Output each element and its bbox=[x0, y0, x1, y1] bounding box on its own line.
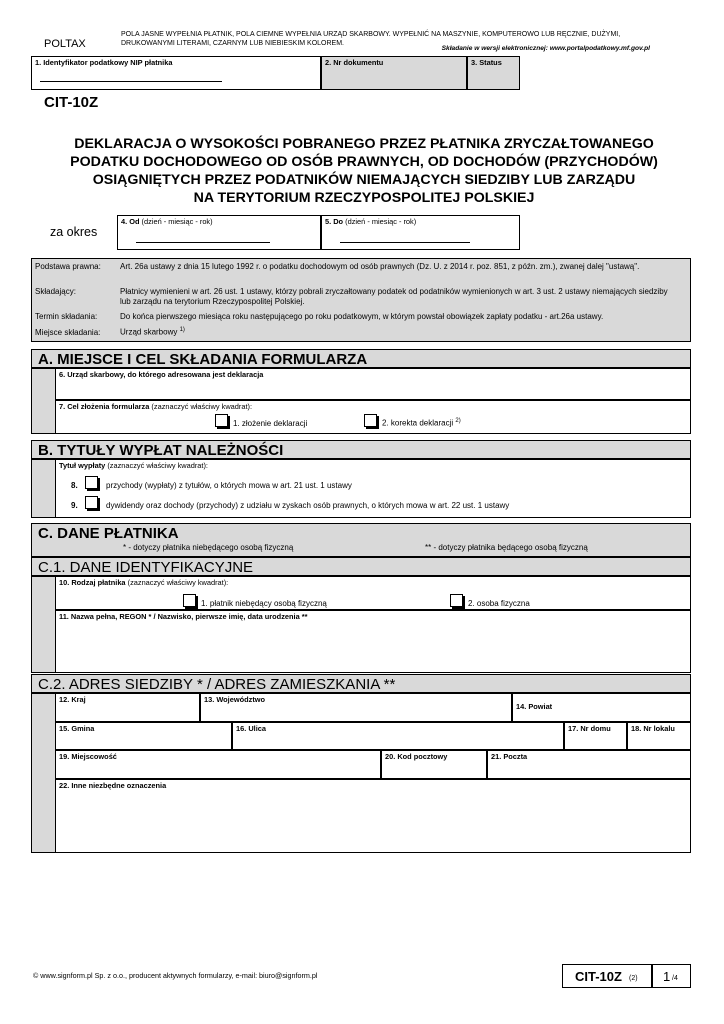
payer-name-field[interactable] bbox=[55, 610, 691, 673]
correction-option-label: 2. korekta deklaracji bbox=[382, 418, 454, 428]
place-text: Urząd skarbowy bbox=[120, 327, 178, 337]
brand-label: POLTAX bbox=[44, 38, 86, 50]
footer-form-code-box bbox=[562, 964, 652, 988]
natural-person-note-1: * - dotyczy płatnika niebędącego osobą fizyczną bbox=[123, 543, 294, 552]
footer-copyright: © www.signform.pl Sp. z o.o., producent aktywnych formularzy, e-mail: biuro@signform.pl bbox=[33, 971, 318, 980]
city-field[interactable] bbox=[55, 750, 381, 779]
item-9-label: dywidendy oraz dochody (przychody) z udziału w zyskach osób prawnych, o których mowa w art. 22 ust. 1 ustawy bbox=[106, 501, 510, 510]
title-line-2: PODATKU DOCHODOWEGO OD OSÓB PRAWNYCH, OD DOCHODÓW (PRZYCHODÓW) bbox=[70, 154, 658, 171]
natural-person-option-label: 2. osoba fizyczna bbox=[468, 599, 530, 608]
period-to-hint: (dzień - miesiąc - rok) bbox=[345, 217, 417, 226]
legal-basis-text: Art. 26a ustawy z dnia 15 lutego 1992 r. o podatku dochodowym od osób prawnych (Dz. U. z 2014 r. poz. 851, z późn. zm.), zwanej dalej "ustawą". bbox=[120, 262, 640, 271]
tax-office-field[interactable] bbox=[55, 368, 691, 400]
period-label: za okres bbox=[50, 225, 98, 239]
section-b-header: B. TYTUŁY WYPŁAT NALEŻNOŚCI bbox=[31, 440, 691, 459]
date-to-ticks bbox=[340, 238, 470, 243]
payer-type-label: 10. Rodzaj płatnika bbox=[59, 578, 126, 587]
other-designations-field[interactable] bbox=[55, 779, 691, 853]
item-8-number: 8. bbox=[71, 481, 78, 490]
date-from-ticks bbox=[136, 238, 270, 243]
title-line-3: OSIĄGNIĘTYCH PRZEZ PODATNIKÓW NIEMAJĄCYCH SIEDZIBY LUB ZARZĄDU bbox=[92, 172, 636, 189]
checkbox-legal-entity[interactable] bbox=[183, 594, 196, 607]
checkbox-correction[interactable] bbox=[364, 414, 377, 427]
period-to-field[interactable] bbox=[321, 215, 520, 250]
payer-type-hint: (zaznaczyć właściwy kwadrat): bbox=[127, 578, 229, 587]
postal-code-field[interactable] bbox=[381, 750, 487, 779]
nip-input-ticks bbox=[40, 77, 222, 82]
legal-basis-label: Podstawa prawna: bbox=[35, 262, 101, 271]
period-from-label: 4. Od bbox=[121, 217, 140, 226]
place-footnote: 1) bbox=[179, 327, 185, 333]
place-label: Miejsce składania: bbox=[35, 328, 101, 337]
form-code: CIT-10Z bbox=[44, 94, 99, 111]
submission-option-label: 1. złożenie deklaracji bbox=[233, 419, 308, 428]
title-line-1: DEKLARACJA O WYSOKOŚCI POBRANEGO PRZEZ PŁATNIKA ZRYCZAŁTOWANEGO bbox=[74, 136, 654, 152]
payment-type-label: Tytuł wypłaty bbox=[59, 461, 106, 470]
period-to-label: 5. Do bbox=[325, 217, 344, 226]
other-designations-label: 22. Inne niezbędne oznaczenia bbox=[59, 781, 167, 790]
deadline-label: Termin składania: bbox=[35, 312, 98, 321]
fill-instructions: POLA JASNE WYPEŁNIA PŁATNIK, POLA CIEMNE WYPEŁNIA URZĄD SKARBOWY. WYPEŁNIĆ NA MASZYNIE, KOMPUTEROWO LUB RĘCZNIE, DUŻYMI, DRUKOWANYMI LITERAMI, CZARNYM LUB NIEBIESKIM KOLOREM. bbox=[121, 31, 621, 48]
place-text-wrap bbox=[120, 327, 185, 337]
electronic-filing-note: Składanie w wersji elektronicznej: www.portalpodatkowy.mf.gov.pl bbox=[441, 45, 650, 52]
purpose-label: 7. Cel złożenia formularza bbox=[59, 402, 150, 411]
payer-name-label: 11. Nazwa pełna, REGON * / Nazwisko, pierwsze imię, data urodzenia ** bbox=[59, 612, 308, 621]
period-from-field[interactable] bbox=[117, 215, 321, 250]
purpose-hint: (zaznaczyć właściwy kwadrat): bbox=[151, 402, 253, 411]
country-label: 12. Kraj bbox=[59, 695, 86, 704]
footer-page-box bbox=[652, 964, 691, 988]
document-number-label: 2. Nr dokumentu bbox=[325, 58, 384, 67]
house-number-field[interactable] bbox=[564, 722, 627, 750]
correction-option bbox=[382, 418, 461, 428]
correction-footnote: 2) bbox=[455, 418, 461, 424]
footer-version: (2) bbox=[629, 975, 638, 982]
apartment-number-field[interactable] bbox=[627, 722, 691, 750]
tax-office-label: 6. Urząd skarbowy, do którego adresowana jest deklaracja bbox=[59, 370, 264, 379]
section-c-title: C. DANE PŁATNIKA bbox=[38, 525, 179, 542]
postal-code-label: 20. Kod pocztowy bbox=[385, 752, 448, 761]
county-field[interactable] bbox=[512, 693, 691, 722]
status-label: 3. Status bbox=[471, 58, 502, 67]
period-from-hint: (dzień - miesiąc - rok) bbox=[141, 217, 213, 226]
section-a-header: A. MIEJSCE I CEL SKŁADANIA FORMULARZA bbox=[31, 349, 691, 368]
county-label: 14. Powiat bbox=[516, 702, 553, 711]
nip-field[interactable] bbox=[31, 56, 321, 90]
payer-type-field bbox=[55, 576, 691, 610]
footer-form-code: CIT-10Z bbox=[575, 969, 622, 984]
natural-person-note-2: ** - dotyczy płatnika będącego osobą fizyczną bbox=[425, 543, 588, 552]
voivodeship-label: 13. Województwo bbox=[204, 695, 266, 704]
checkbox-item-8[interactable] bbox=[85, 476, 98, 489]
country-field[interactable] bbox=[55, 693, 200, 722]
municipality-field[interactable] bbox=[55, 722, 232, 750]
deadline-text: Do końca pierwszego miesiąca roku następującego po roku podatkowym, w którym powstał obowiązek zapłaty podatku - art.26a ustawy. bbox=[120, 312, 604, 321]
filer-text: Płatnicy wymienieni w art. 26 ust. 1 ustawy, którzy pobrali zryczałtowany podatek od podatników wymienionych w art. 3 ust. 2 ustawy niemających siedziby lub zarządu na terytorium Rzeczypospolitej Polskiej. bbox=[120, 287, 668, 306]
checkbox-natural-person[interactable] bbox=[450, 594, 463, 607]
payment-type-hint: (zaznaczyć właściwy kwadrat): bbox=[107, 461, 208, 470]
municipality-label: 15. Gmina bbox=[59, 724, 95, 733]
item-8-label: przychody (wypłaty) z tytułów, o których mowa w art. 21 ust. 1 ustawy bbox=[106, 481, 352, 490]
footer-page-number: 1 bbox=[663, 969, 671, 984]
footer-page-total: /4 bbox=[672, 975, 678, 982]
nip-label: 1. Identyfikator podatkowy NIP płatnika bbox=[35, 58, 173, 67]
checkbox-submission[interactable] bbox=[215, 414, 228, 427]
city-label: 19. Miejscowość bbox=[59, 752, 117, 761]
post-office-label: 21. Poczta bbox=[491, 752, 528, 761]
street-label: 16. Ulica bbox=[236, 724, 266, 733]
checkbox-item-9[interactable] bbox=[85, 496, 98, 509]
voivodeship-field[interactable] bbox=[200, 693, 512, 722]
legal-entity-option-label: 1. płatnik niebędący osobą fizyczną bbox=[201, 599, 327, 608]
apartment-number-label: 18. Nr lokalu bbox=[631, 724, 675, 733]
post-office-field[interactable] bbox=[487, 750, 691, 779]
document-title bbox=[40, 135, 688, 207]
status-field bbox=[467, 56, 520, 90]
street-field[interactable] bbox=[232, 722, 564, 750]
house-number-label: 17. Nr domu bbox=[568, 724, 611, 733]
item-9-number: 9. bbox=[71, 501, 78, 510]
section-c2-header: C.2. ADRES SIEDZIBY * / ADRES ZAMIESZKANIA ** bbox=[31, 674, 691, 693]
filer-label: Składający: bbox=[35, 287, 76, 296]
section-c1-header: C.1. DANE IDENTYFIKACYJNE bbox=[31, 557, 691, 576]
document-number-field bbox=[321, 56, 467, 90]
title-line-4: NA TERYTORIUM RZECZYPOSPOLITEJ POLSKIEJ bbox=[193, 190, 535, 207]
